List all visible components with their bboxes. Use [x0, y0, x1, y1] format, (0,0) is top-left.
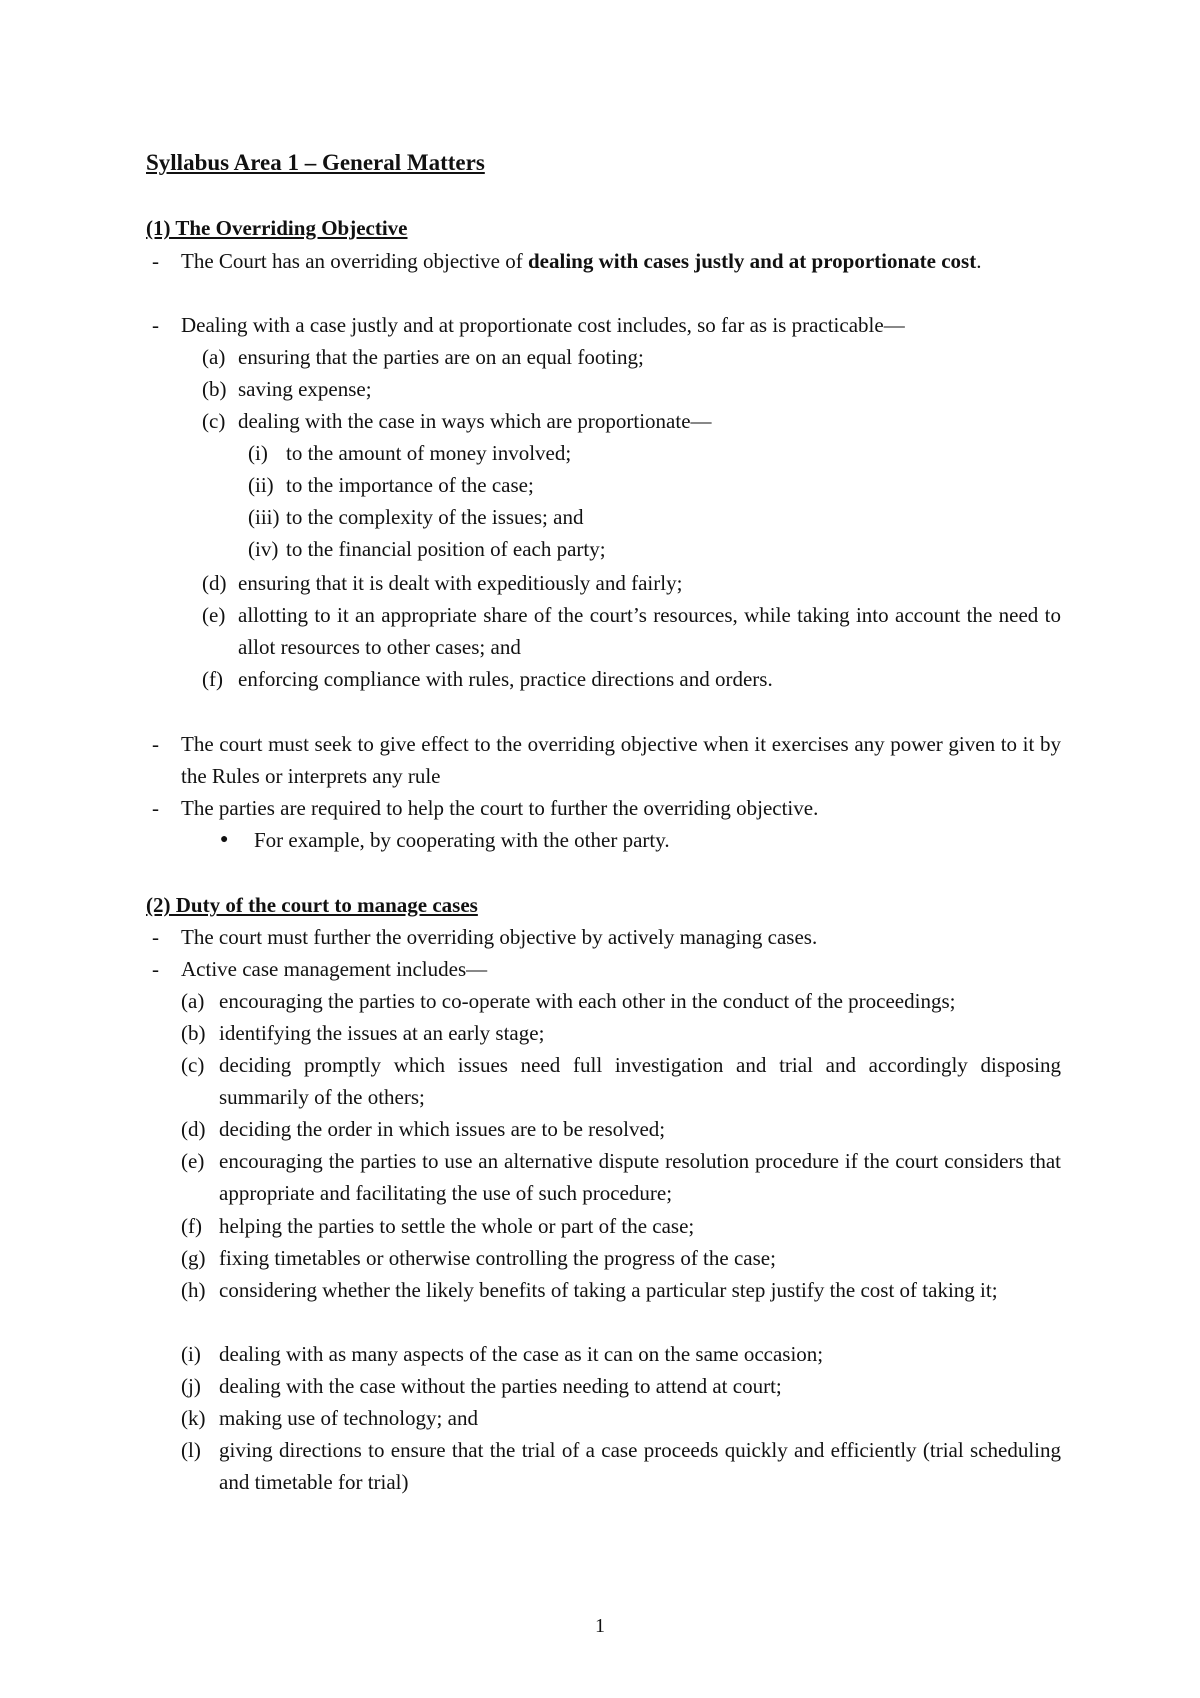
list-marker: (h)	[181, 1278, 206, 1302]
paragraph-text: The parties are required to help the court to further the overriding objective.	[181, 796, 819, 820]
paragraph-text: The Court has an overriding objective of	[181, 249, 528, 273]
list-marker: (b)	[181, 1021, 206, 1045]
paragraph-text: .	[976, 249, 982, 273]
dash-marker: -	[152, 796, 159, 820]
list-item	[202, 599, 1061, 663]
page-number: 1	[595, 1615, 605, 1637]
list-marker: (b)	[202, 377, 227, 401]
dash-marker: -	[152, 925, 159, 949]
dash-marker: -	[152, 957, 159, 981]
list-marker: (e)	[181, 1149, 205, 1173]
list-item-text: identifying the issues at an early stage;	[219, 1021, 545, 1045]
list-item-text: dealing with as many aspects of the case as it can on the same occasion;	[219, 1342, 824, 1366]
dash-marker: -	[152, 249, 159, 273]
sub-list-item	[248, 469, 1061, 501]
list-item	[181, 1338, 1061, 1370]
list-item	[202, 567, 1061, 599]
list-marker: (a)	[202, 345, 226, 369]
list-item	[181, 1210, 1061, 1242]
bold-text: dealing with cases justly and at proportionate cost	[527, 249, 977, 273]
list-item	[181, 1434, 1061, 1498]
bullet-text: For example, by cooperating with the other party.	[254, 828, 670, 852]
paragraph-text: Active case management includes—	[181, 957, 488, 981]
list-marker: (ii)	[248, 473, 274, 497]
list-marker: (i)	[181, 1342, 201, 1366]
list-item-text: ensuring that it is dealt with expeditiously and fairly;	[238, 571, 683, 595]
list-item-text: saving expense;	[238, 377, 372, 401]
list-item-text: giving directions to ensure that the trial of a case proceeds quickly and efficiently (trial scheduling and timetable for trial)	[219, 1438, 1061, 1494]
list-item-text: encouraging the parties to co-operate with each other in the conduct of the proceedings;	[219, 989, 956, 1013]
sub-list-item	[248, 533, 1061, 565]
list-marker: (g)	[181, 1246, 206, 1270]
list-item-text: dealing with the case in ways which are proportionate—	[238, 409, 712, 433]
list-marker: (i)	[248, 441, 268, 465]
paragraph-active-case-management	[146, 953, 1061, 985]
dash-marker: -	[152, 313, 159, 337]
list-item	[181, 1049, 1061, 1113]
list-marker: (d)	[202, 571, 227, 595]
list-item	[181, 1274, 1061, 1306]
list-item-text: fixing timetables or otherwise controlling the progress of the case;	[219, 1246, 776, 1270]
list-marker: (f)	[181, 1214, 202, 1238]
list-marker: (k)	[181, 1406, 206, 1430]
dash-marker: -	[152, 732, 159, 756]
list-marker: (iii)	[248, 505, 280, 529]
paragraph-justly-includes	[146, 309, 1061, 341]
list-item-text: enforcing compliance with rules, practice directions and orders.	[238, 667, 773, 691]
list-item	[181, 1017, 1061, 1049]
list-item	[181, 1370, 1061, 1402]
list-item	[181, 1402, 1061, 1434]
bullet-item	[216, 824, 1061, 856]
list-marker: (d)	[181, 1117, 206, 1141]
list-marker: (l)	[181, 1438, 201, 1462]
list-item	[181, 1145, 1061, 1209]
list-item	[202, 663, 1061, 695]
paragraph-court-must-give-effect	[146, 728, 1061, 792]
list-item-text: to the complexity of the issues; and	[286, 505, 584, 529]
page-title: Syllabus Area 1 – General Matters	[146, 150, 485, 175]
paragraph-actively-managing	[146, 921, 1061, 953]
list-item	[202, 405, 1061, 437]
list-marker: (j)	[181, 1374, 201, 1398]
paragraph-text: The court must further the overriding objective by actively managing cases.	[181, 925, 818, 949]
list-item-text: to the amount of money involved;	[286, 441, 572, 465]
list-item-text: to the importance of the case;	[286, 473, 534, 497]
paragraph-overriding-objective	[146, 245, 1061, 277]
section-heading-manage-cases: (2) Duty of the court to manage cases	[146, 893, 478, 917]
sub-list-item	[248, 501, 1061, 533]
list-item-text: ensuring that the parties are on an equal footing;	[238, 345, 644, 369]
sub-list-item	[248, 437, 1061, 469]
paragraph-text: The court must seek to give effect to the overriding objective when it exercises any power given to it by the Rules or interprets any rule	[181, 732, 1061, 788]
list-marker: (c)	[181, 1053, 205, 1077]
list-item-text: to the financial position of each party;	[286, 537, 606, 561]
list-item	[181, 1242, 1061, 1274]
list-item	[181, 1113, 1061, 1145]
list-item-text: dealing with the case without the parties needing to attend at court;	[219, 1374, 782, 1398]
list-marker: (c)	[202, 409, 226, 433]
list-item-text: considering whether the likely benefits of taking a particular step justify the cost of taking it;	[219, 1278, 998, 1302]
list-marker: (e)	[202, 603, 226, 627]
list-item-text: deciding promptly which issues need full investigation and trial and accordingly disposing summarily of the others;	[219, 1053, 1061, 1109]
list-item-text: encouraging the parties to use an alternative dispute resolution procedure if the court considers that appropriate and facilitating the use of such procedure;	[219, 1149, 1061, 1205]
list-item-text: allotting to it an appropriate share of the court’s resources, while taking into account the need to allot resources to other cases; and	[238, 603, 1061, 659]
list-item	[181, 985, 1061, 1017]
bullet-marker: ●	[220, 832, 229, 847]
list-marker: (f)	[202, 667, 223, 691]
list-item-text: making use of technology; and	[219, 1406, 478, 1430]
list-marker: (iv)	[248, 537, 279, 561]
paragraph-text: Dealing with a case justly and at proportionate cost includes, so far as is practicable—	[181, 313, 905, 337]
section-heading-overriding-objective: (1) The Overriding Objective	[146, 216, 408, 240]
list-item-text: deciding the order in which issues are to be resolved;	[219, 1117, 666, 1141]
paragraph-parties-required	[146, 792, 1061, 824]
list-item	[202, 373, 1061, 405]
list-item	[202, 341, 1061, 373]
list-item-text: helping the parties to settle the whole or part of the case;	[219, 1214, 695, 1238]
list-marker: (a)	[181, 989, 205, 1013]
